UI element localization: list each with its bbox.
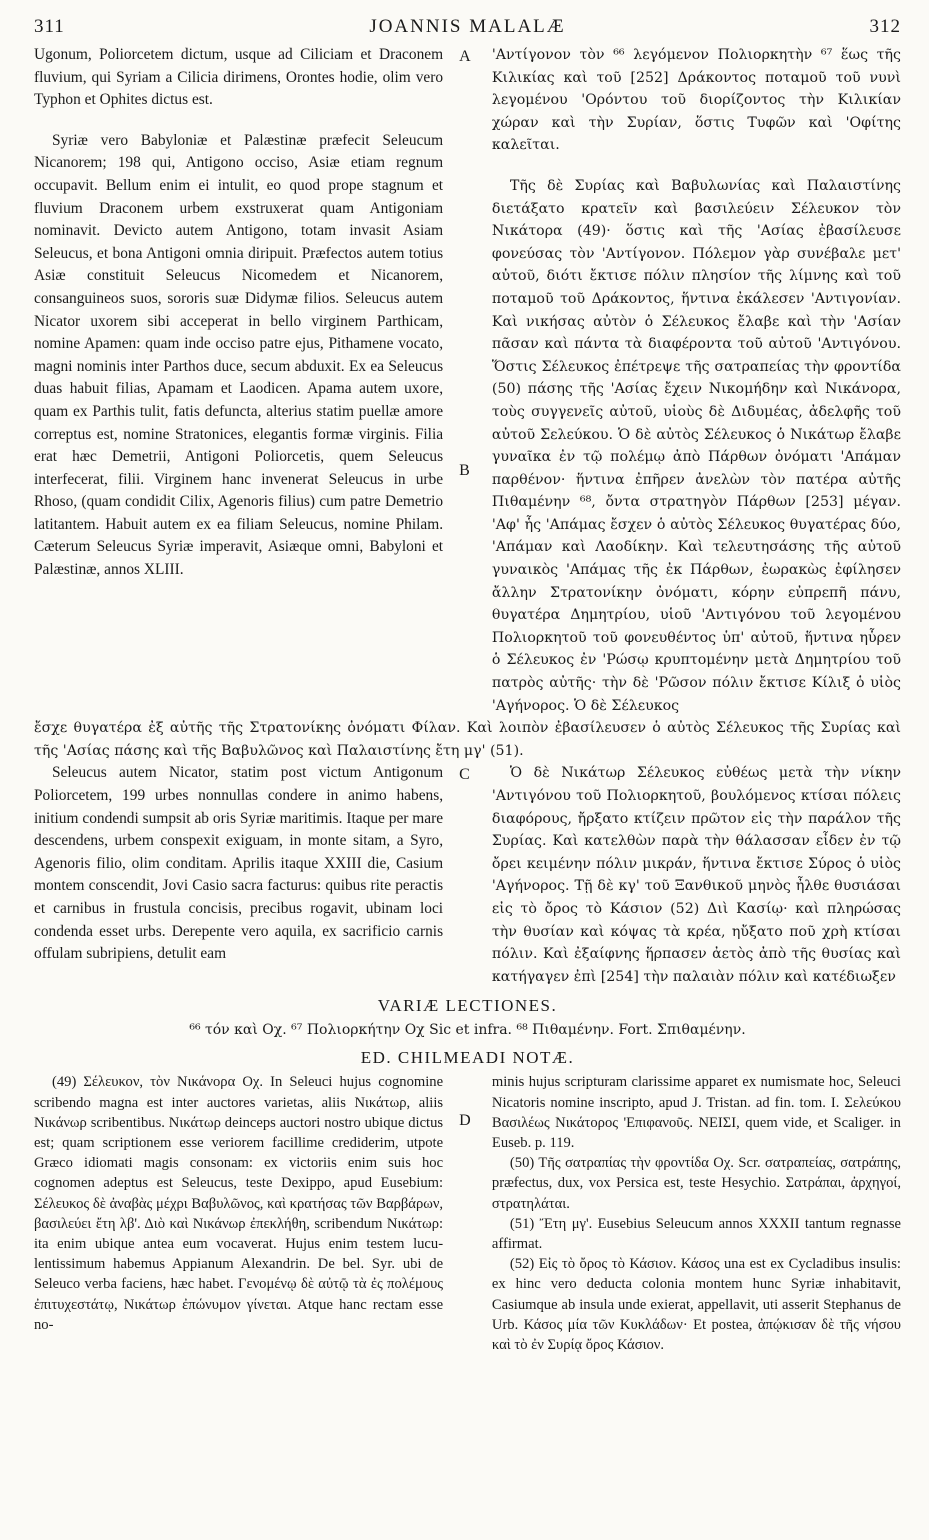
margin-marks	[457, 44, 478, 717]
page-number-left: 311	[34, 16, 65, 37]
main-columns-2	[34, 762, 901, 988]
notes-title: ED. CHILMEADI NOTÆ.	[360, 1048, 575, 1068]
greek-paragraph: 'Αντίγονον τὸν ⁶⁶ λεγόμενον Πολιορκητὴν ⁶⁷ ἕως τῆς Κιλικίας καὶ τοῦ [252] Δράκοντος ποταμοῦ τοῦ νυνὶ λεγομένου 'Ορόντου τοῦ διορίζοντος τὴν Κιλικίαν χώραν καὶ τὴν Συρίαν, ὅστις Τυφῶν καὶ 'Οφίτης καλεῖται.	[491, 47, 901, 154]
notes-columns	[34, 1072, 901, 1355]
running-title: JOANNIS MALALÆ	[369, 16, 566, 37]
note-paragraph: (51) Ἔτη μγ'. Eusebius Seleucum annos XXXII tantum regnasse affirmat.	[491, 1215, 901, 1252]
note-paragraph: minis hujus scripturam clarissime apparet ex numismate hoc, Seleuci Nicatoris nomine inscripto, apud J. Tristan. ad fin. tom. I. Σελεύκου Βασιλέως Νικάτορος 'Επιφανοῦς. ΝΕΙΣΙ, quem vide, et Scaliger. in Euseb. p. 119.	[491, 1074, 901, 1151]
latin-column	[34, 44, 457, 717]
greek-column	[478, 44, 901, 717]
greek-paragraph: Ὁ δὲ Νικάτωρ Σέλευκος εὐθέως μετὰ τὴν νίκην 'Αντιγόνου τοῦ Πολιορκητοῦ, βουλόμενος κτίσαι πόλεις διαφόρους, ἤρξατο κτίζειν πρῶτον εἰς τὴν παράλον τῆς Συρίας. Καὶ κατελθὼν παρὰ τὴν θάλασσαν εἶδεν ἐν τῷ ὄρει κειμένην πόλιν μικράν, ἥντινα ἔκτισε Σύρος ὁ υἱὸς 'Αγήνορος. Τῇ δὲ κγ' τοῦ Ξανθικοῦ μηνὸς ἦλθε θυσιάσαι εἰς τὸ ὄρος τὸ Κάσιον (52) Διὶ Κασίῳ· καὶ πληρώσας τὴν θυσίαν καὶ κόψας τὰ κρέα, ηὔξατο ποῦ χρὴ κτίσαι πόλιν. Καὶ ἐξαίφνης ἥρπασεν ἀετὸς ἀπὸ τῆς θυσίας καὶ κατήγαγεν ἐπὶ [254] τὴν παλαιὰν πόλιν καὶ κατέδιωξεν	[491, 765, 901, 985]
latin-paragraph: Syriæ vero Babyloniæ et Palæstinæ præfecit Seleucum Nicanorem; 198 qui, Antigono occiso, Asiæ etiam regnum occupavit. Bellum enim ei intulit, eo quod prope stagnum et fluvium Draconem urbem exstruxerat quam Antigoniam nominavit. Devicto autem Antigono, totam invasit Asiam Seleucus, et bona Antigoni omnia diripuit. Præfectos autem totius Asiæ constituit Seleucus Nicomedem et Nicanorem, consanguineos suos, sororis suæ Didymæ filios. Seleucus autem Nicator uxorem sibi acceperat in bello virginem Parthicam, nomine Apamen: quam inde occiso patre ejus, Pithamene vocato, magni nominis inter Parthos duce, secum abduxit. Ex ea Seleucus duas habuit filias, Apamam et Laodicen. Apama autem uxore, quam ex Parthis tulit, fatis defuncta, alterius statim puellæ amore correptus est, nomine Stratonices, elegantis formæ virginis. Filia erat hæc Demetrii, Antigoni Poliorcetis, quem Seleucus interfecerat, filii. Virginem hanc invenerat Seleucus in urbe Rhoso, (quam condidit Cilix, Agenoris filius) cum patre Demetrio latitantem. Habuit autem ex ea filiam Seleucus, nomine Philam. Cæterum Seleucus Syriæ imperavit, Asiæque omni, Babyloni et Palæstinæ, annos XLIII.	[34, 131, 444, 579]
notes-left-column	[34, 1072, 457, 1355]
note-paragraph: (52) Εἰς τὸ ὄρος τὸ Κάσιον. Κάσος una est ex Cycladibus insulis: ex hinc vero deducta colonia montem hunc Syriæ inhabitavit, Casiumque ab insula unde exierat, appellavit, uti asserit Stephanus de Urb. Κάσος μία τῶν Κυκλάδων· Et postea, ἀπῴκισαν δὲ τῆς νήσου καὶ τὸ ἐν Συρίᾳ ὄρος Κάσιον.	[491, 1256, 901, 1353]
running-header	[34, 10, 901, 44]
margin-mark-a: A	[459, 48, 471, 65]
margin-mark-b: B	[459, 462, 470, 479]
notes-right-column	[478, 1072, 901, 1355]
margin-mark-d: D	[459, 1112, 471, 1130]
main-columns	[34, 44, 901, 717]
greek-column	[478, 762, 901, 988]
varia-text: ⁶⁶ τόν καὶ Οχ. ⁶⁷ Πολιορκήτην Οχ Sic et infra. ⁶⁸ Πιθαμένην. Fort. Σπιθαμένην.	[189, 1022, 746, 1039]
greek-full-width-line: ἔσχε θυγατέρα ἐξ αὐτῆς τῆς Στρατονίκης ὀνόματι Φίλαν. Καὶ λοιπὸν ἐβασίλευσεν ὁ αὐτὸς Σέλευκος τῆς Συρίας καὶ τῆς 'Ασίας πάσης καὶ τῆς Βαβυλῶνος καὶ Παλαιστίνης ἔτη μγ' (51).	[34, 720, 901, 759]
greek-paragraph: Τῆς δὲ Συρίας καὶ Βαβυλωνίας καὶ Παλαιστίνης διετάξατο κρατεῖν καὶ βασιλεύειν Σέλευκον τὸν Νικάτορα (49)· ὅστις καὶ τῆς 'Ασίας ἐβασίλευσε φονεύσας τὸν 'Αντίγονον. Πόλεμον γὰρ συνέβαλε μετ' αὐτοῦ, διότι ἔκτισε πόλιν πλησίον τῆς λίμνης καὶ τοῦ ποταμοῦ τοῦ Δράκοντος, ἥντινα ἐκάλεσεν 'Αντιγονίαν. Καὶ νικήσας αὐτὸν ὁ Σέλευκος ἔλαβε καὶ τὴν 'Ασίαν πᾶσαν καὶ πάντα τὰ διαφέροντα τοῦ αὐτοῦ 'Αντιγόνου. Ὅστις Σέλευκος ἐπέτρεψε τῆς σατραπείας τὴν φροντίδα (50) πάσης τῆς 'Ασίας ἔχειν Νικομήδην καὶ Νικάνορα, τοὺς συγγενεῖς αὐτοῦ, υἱοὺς δὲ Διδυμέας, ἀδελφῆς τοῦ αὐτοῦ Σελεύκου. Ὁ δὲ αὐτὸς Σέλευκος ὁ Νικάτωρ ἔλαβε γυναῖκα ἐν τῷ πολέμῳ ἀπὸ Πάρθων ὀνόματι 'Απάμαν παρθένον· ἥντινα ἐπῆρεν ἀνελὼν τὸν πατέρα αὐτῆς Πιθαμένην ⁶⁸, ὄντα στρατηγὸν Πάρθων [253] μέγαν. 'Αφ' ἧς 'Απάμας ἔσχεν ὁ αὐτὸς Σέλευκος θυγατέρας δύο, 'Απάμαν καὶ Λαοδίκην. Καὶ τελευτησάσης τῆς αὐτοῦ γυναικὸς 'Απάμας τῆς ἐκ Πάρθων, ἐωρακὼς ἐφίλησεν ἄλλην Στρατονίκην ὀνόματι, κόρην εὐπρεπῆ πάνυ, θυγατέρα Δημητρίου, υἱοῦ 'Αντιγόνου τοῦ λεγομένου Πολιορκητοῦ τοῦ φονευθέντος ὑπ' αὐτοῦ, ἥντινα ηὗρεν ὁ Σέλευκος ἐν 'Ρώσῳ κρυπτομένην μετὰ Δημητρίου τοῦ πατρὸς αὐτῆς· τὴν δὲ 'Ρῶσον πόλιν ἔκτισε Κίλιξ ὁ υἱὸς 'Αγήνορος. Ὁ δὲ Σέλευκος	[491, 177, 901, 714]
note-paragraph: (49) Σέλευκον, τὸν Νικάνορα Οχ. In Seleuci hujus cognomine scribendo magna est inter auctores varietas, aliis Νικάτωρ, aliis Νικάνωρ scribentibus. Νικάτωρ deinceps auctori nostro ubique dictus est; quam scriptionem esse veriorem facillime crediderim, utpote Græco idiomati magis consonam: ex victoriis enim suis hoc cognomen adeptus est Seleucus, teste Dexippo, apud Eusebium: Σέλευκος δὲ ἀναβὰς μέχρι Βαβυλῶνος, καὶ κρατήσας τῶν Βαρβάρων, βασιλεύει ἔτη λβ'. Διὸ καὶ Νικάνωρ ἐπεκλήθη, scribendum Νικάτωρ: ita enim ubique antea eum vocaverat. Hujus enim testem luculentissimum habemus Appianum Alexandrin. De bel. Syr. ubi de Seleuco verba faciens, hæc habet. Γενομένῳ δὲ αὐτῷ τὰ ἐς πολέμους ἐπιτυχεστάτῳ, Νικάτωρ ἐπώνυμον γίνεται. Atque hanc rectam esse no-	[34, 1074, 444, 1333]
page-number-right: 312	[869, 16, 901, 37]
latin-column	[34, 762, 457, 988]
latin-paragraph: Seleucus autem Nicator, statim post victum Antigonum Poliorcetem, 199 urbes nonnullas condere in animo habens, initium condendi sumpsit ab oris Syriæ maritimis. Itaque per mare descendens, urbem conspexit exiguam, in monte sitam, a Syro, Agenoris filio, olim conditam. Aprilis itaque XXIII die, Casium montem conscendit, Jovi Casio sacra facturus: quibus rite peractis et carnibus in frustula concisis, precibus rogavit, ubinam loci condenda esset urbs. Derepente vero aquila, ex sacrificio carnis offulam subripiens, detulit eam	[34, 764, 444, 963]
varia-title: VARIÆ LECTIONES.	[377, 996, 558, 1016]
latin-paragraph: Ugonum, Poliorcetem dictum, usque ad Ciliciam et Draconem fluvium, qui Syriam a Cilicia dirimens, Orontes hodie, olim vero Typhon et Ophites dictus est.	[34, 46, 444, 109]
margin-mark-c: C	[459, 766, 470, 784]
note-paragraph: (50) Τῆς σατραπίας τὴν φροντίδα Οχ. Scr. σατραπείας, σατράπης, præfectus, dux, vox Persica est, teste Hesychio. Σατράπαι, ἀρχηγοί, στρατηλάται.	[491, 1155, 901, 1212]
margin-marks	[457, 1072, 478, 1355]
margin-marks	[457, 762, 478, 988]
